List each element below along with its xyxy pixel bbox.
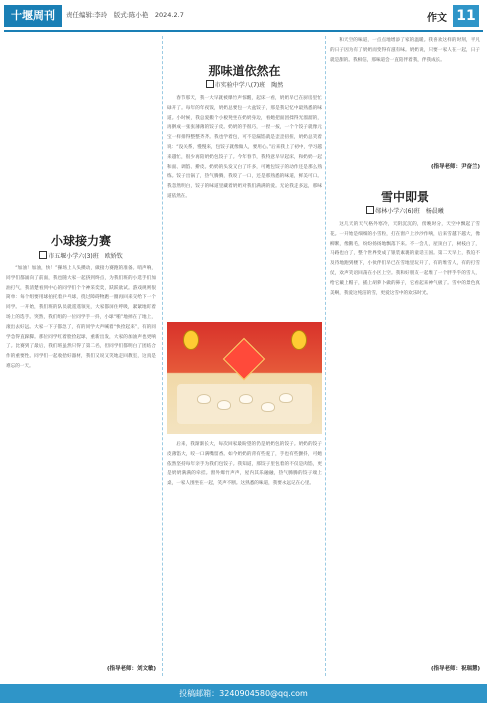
dumpling-icon [261,402,275,412]
submission-email: 投稿邮箱：3240904580@qq.com [179,689,308,698]
article-body-continued: 后来，我渐渐长大，每次回家最盼望的仍是奶奶包的饺子。奶奶的饺子皮薄馅大，咬一口满嘴留香。如今奶奶的背有些驼了，手也有些颤抖，可她依然坚持每年亲手为我们包饺子。我知道，那饺子里包着的不仅是肉馅，更是奶奶满满的牵挂。窗外爆竹声声，屋内其乐融融，热气腾腾的饺子端上桌，一家人围坐在一起，笑声不断。这熟悉的味道，我要永远记在心里。 [167,442,322,487]
dumpling-icon [279,393,293,403]
article-body: 这几天的天气格外寒冷，天阴沉沉的，傍晚时分，天空中飘起了雪花。一开始是细细的小雪粒，打在窗户上沙沙作响，后来雪越下越大，像柳絮，像鹅毛，纷纷扬扬地飘落下来。不一会儿，屋顶白了，树枝白了，马路也白了，整个世界变成了银装素裹的童话王国。第二天早上，我迫不及待地跑到楼下，小伙伴们早已在雪地里玩开了，有的堆雪人，有的打雪仗，欢声笑语回荡在小区上空。我和好朋友一起堆了一个胖乎乎的雪人，给它戴上帽子，插上胡萝卜做的鼻子，它看起来神气极了。雪中的景色真美啊，我爱这纯洁的雪，更爱这雪中的欢乐时光。 [330,222,480,296]
article-editor: (指导老师：尹奋兰) [430,164,480,170]
page-header [0,0,487,32]
editor-meta: 责任编辑:李玲 版式:陈小艳 2024.2.7 [66,11,184,19]
article-title: 雪中即景 [380,190,429,204]
square-icon [366,206,374,214]
column-divider [325,36,326,676]
square-icon [206,80,214,88]
article-byline: 市五堰小学六(3)班 欧娇钦 [6,251,156,260]
article-title: 那味道依然在 [208,64,281,78]
header-divider [4,30,483,32]
dumpling-icon [197,394,211,404]
column-divider [162,36,163,676]
article-editor: (指导老师：祝瑞慧) [430,666,480,672]
article-body-continued: 和天空的味道，一点点地增添了家的温暖。我喜欢这样的时刻，平凡的日子因为有了奶奶而变得有滋有味。奶奶说，只要一家人在一起，日子就是甜的。我相信，那味道会一直陪伴着我，伴我成长。 [330,38,480,63]
article-body: 春节那天，我一大早就被爆竹声惊醒，起床一看，奶奶早已在厨房里忙碌开了。每年的年夜饭，奶奶总要包一大盆饺子，那是我记忆中最熟悉的味道。小时候，我总爱搬个小板凳坐在奶奶身边，看她把面团揉得光溜溜的，再擀成一张张薄薄的饺子皮。奶奶的手很巧，一捏一按，一个个饺子就像元宝一样排得整整齐齐。我也学着包，可不是漏馅就是歪歪扭扭，奶奶总笑着说：“没关系，慢慢来，包饺子就像做人，要用心。”后来我上了初中，学习越来越忙，很少再陪奶奶包饺子了。今年春节，我特意早早起床，和奶奶一起和面、调馅、擀皮。奶奶的头发又白了许多，可她包饺子的动作还是那么熟练。饺子出锅了，热气腾腾，我咬了一口，还是那熟悉的味道，鲜美可口。我忽然明白，饺子的味道里藏着奶奶对我们满满的爱。无论我走多远，那味道依然在。 [167,96,322,199]
article-editor: (指导老师：刘文敏) [106,666,156,672]
table-shape [177,384,312,424]
section-title: 作文 [427,13,447,24]
square-icon [39,251,47,259]
dumpling-icon [239,394,253,404]
lantern-icon [291,330,307,350]
article-byline: 郧林小学六(6)班 杨晨曦 [330,206,480,215]
newspaper-logo: 十堰周刊 [4,5,62,27]
article-body: “加油！加油，快！”操场上人头攒动，做接力赛跑的准备。哨声响，同学们都涌向了前面，我也随大家一起挤到终点，为我们班的小选手们加油打气，我清楚看到中心的同学们个个神采奕奕，跃跃欲试。游戏规则很简单：每个组要用球拍托着乒乓球，绕过障碍物跑一圈再回来交给下一个同学。一开始，我们班的队员就遥遥领先，大家都屏住呼吸，紧紧地盯着场上的选手。突然，我们组的一位同学手一抖，小球“啪”地掉在了地上，滚出去好远。大家一下子都急了，有的同学大声喊着“快捡起来”，有的同学急得直跺脚。那位同学红着脸捡起球，重新出发，大家的加油声也更响了。比赛到了最后，我们班虽然只得了第二名，但同学们都明白了团结合作的重要性。同学们一起收拾好器材，我们又说又笑地走回教室，这真是难忘的一天。 [6,266,156,369]
article-byline: 市实验中学八(7)班 陶然 [167,80,322,89]
page-number: 11 [453,5,479,27]
fu-decoration [223,338,265,380]
lantern-icon [183,330,199,350]
dumpling-icon [217,400,231,410]
article-title: 小球接力赛 [50,234,111,248]
article-photo [167,322,322,434]
page-footer [0,684,487,703]
